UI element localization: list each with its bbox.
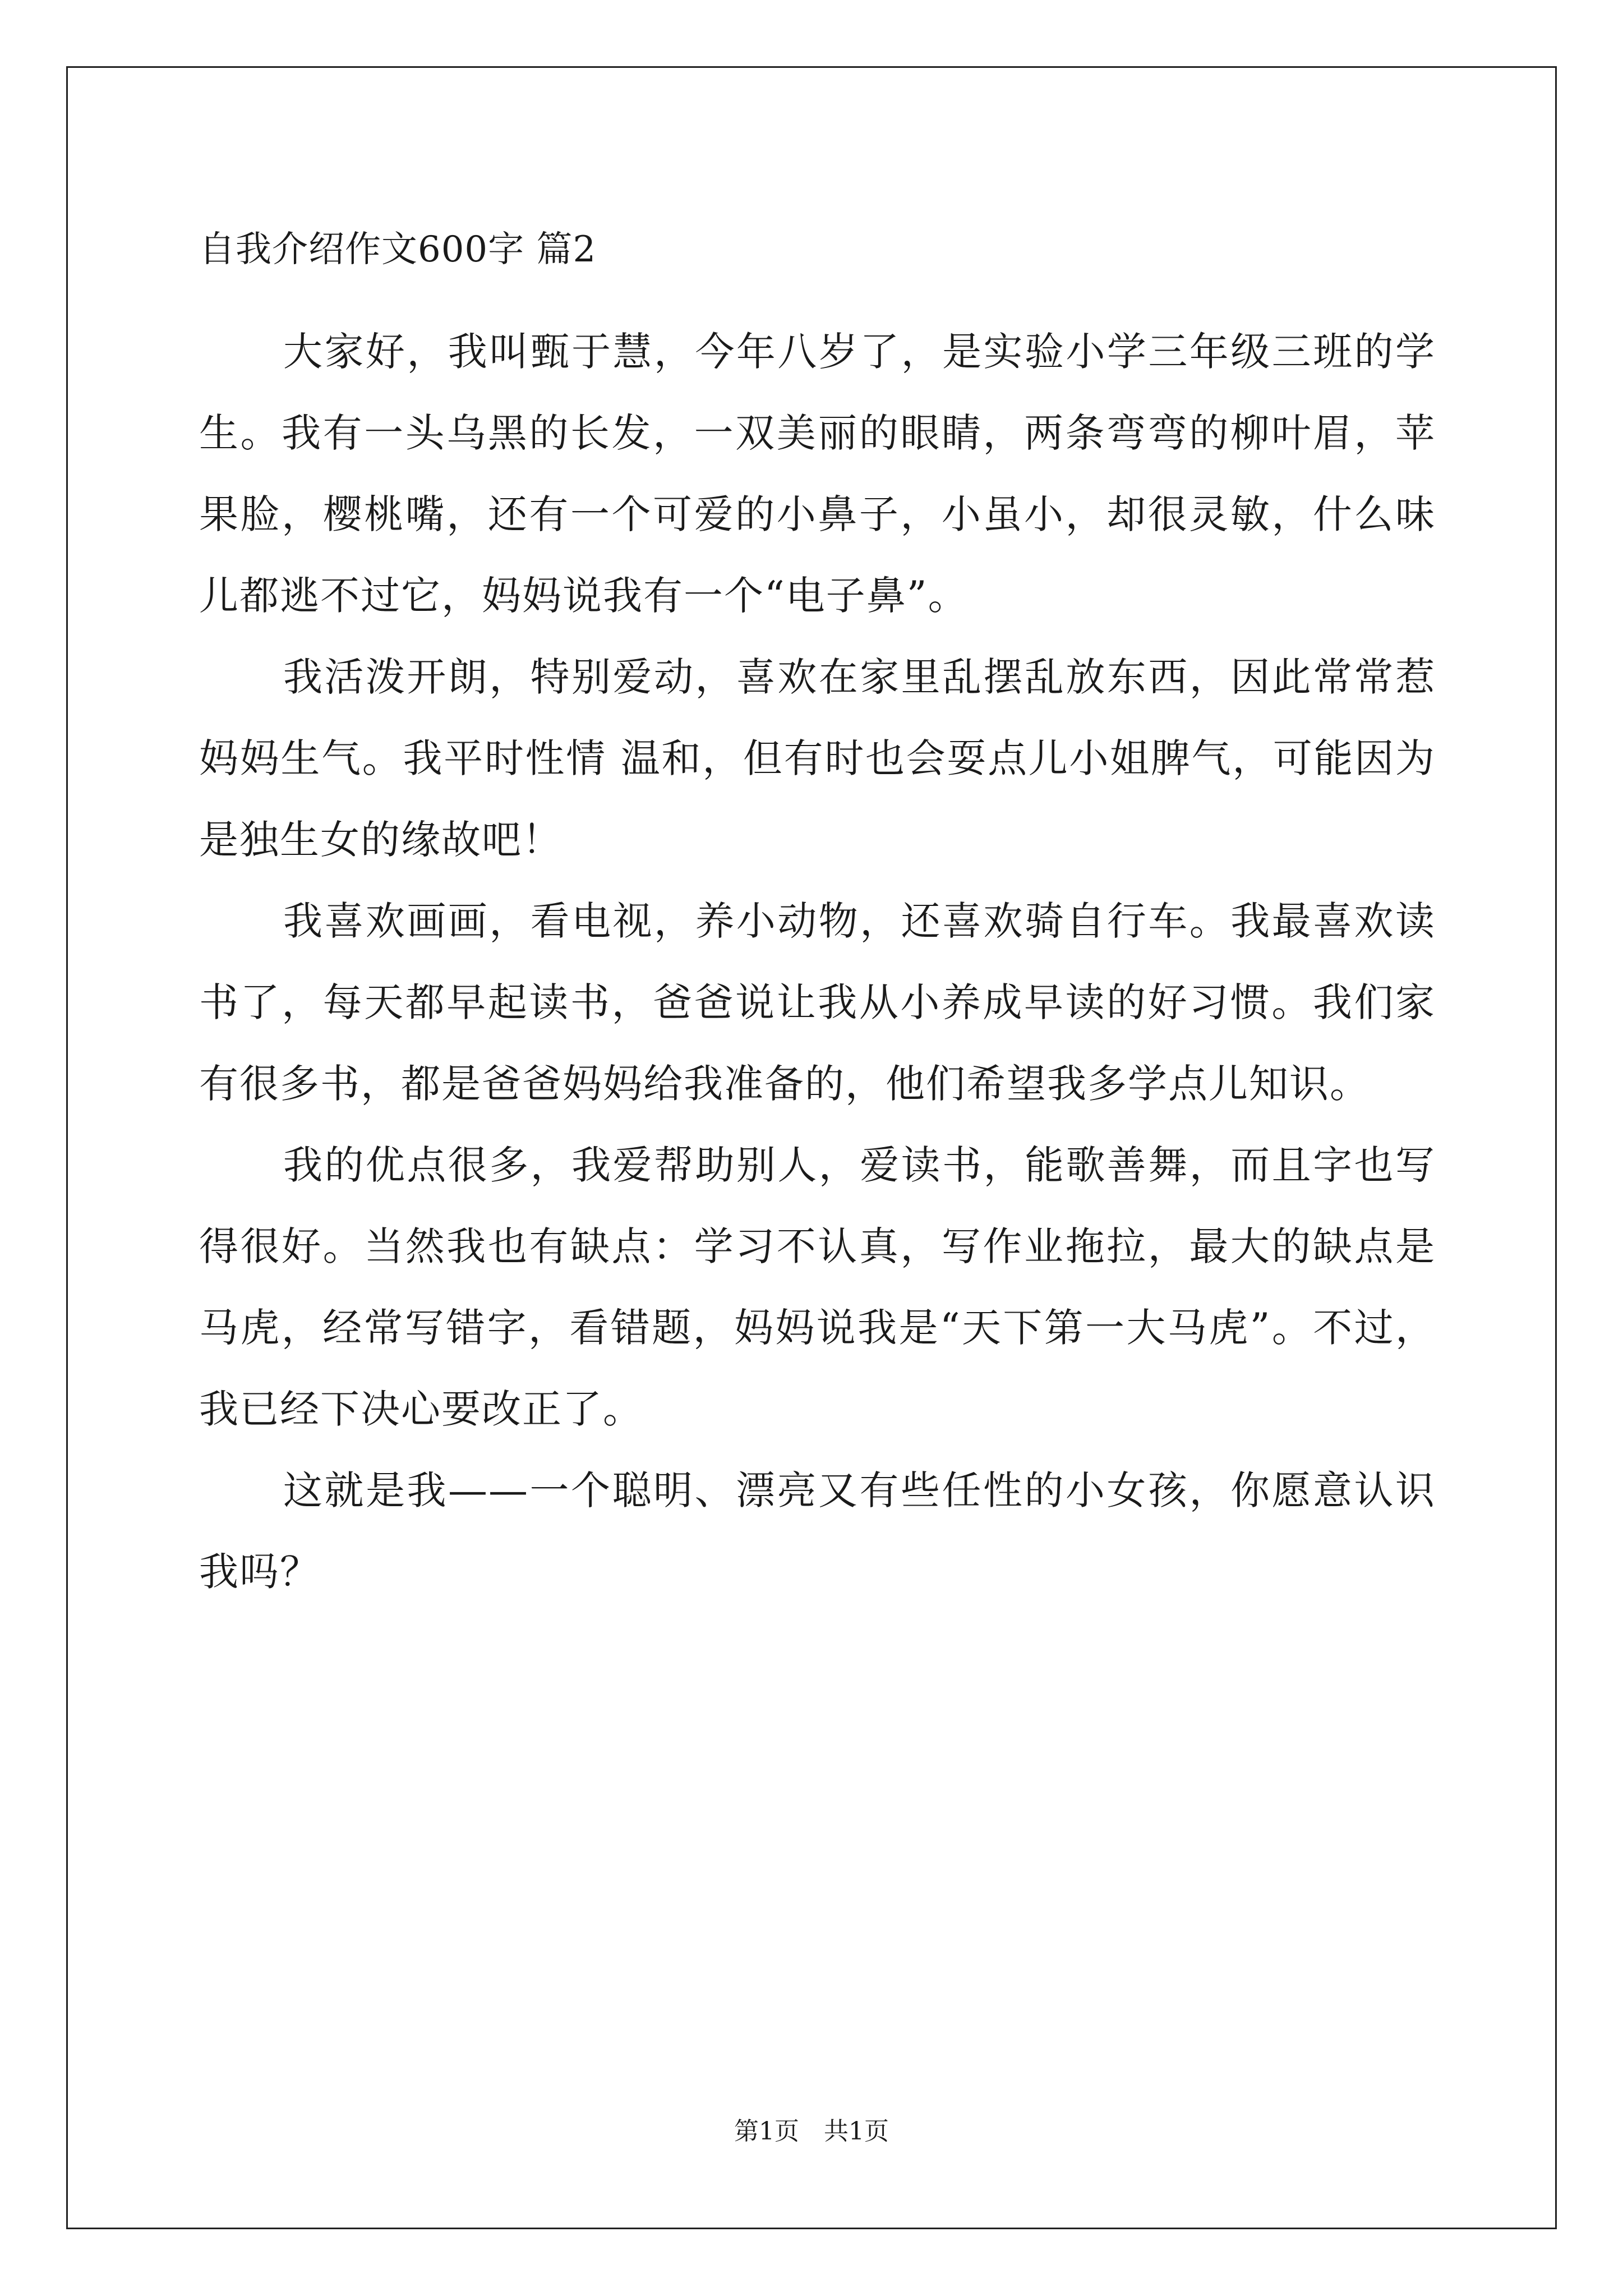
paragraph-2: 我活泼开朗，特别爱动，喜欢在家里乱摆乱放东西，因此常常惹妈妈生气。我平时性情 温和，但有时也会耍点儿小姐脾气，可能因为是独生女的缘故吧！ — [199, 654, 1436, 863]
document-body — [199, 222, 1436, 1613]
page-footer: 第1页 共1页 — [734, 2117, 889, 2146]
paragraph-4: 我的优点很多，我爱帮助别人，爱读书，能歌善舞，而且字也写得很好。当然我也有缺点：学习不认真，写作业拖拉，最大的缺点是马虎，经常写错字，看错题，妈妈说我是“天下第一大马虎”。不过，我已经下决心要改正了。 — [199, 1142, 1436, 1432]
paragraph-1: 大家好，我叫甄于慧，今年八岁了，是实验小学三年级三班的学生。我有一头乌黑的长发，一双美丽的眼睛，两条弯弯的柳叶眉，苹果脸，樱桃嘴，还有一个可爱的小鼻子，小虽小，却很灵敏，什么味儿都逃不过它，妈妈说我有一个“电子鼻”。 — [199, 329, 1436, 619]
document-title: 自我介绍作文600字 篇2 — [199, 229, 597, 270]
paragraph-3: 我喜欢画画，看电视，养小动物，还喜欢骑自行车。我最喜欢读书了，每天都早起读书，爸爸说让我从小养成早读的好习惯。我们家有很多书，都是爸爸妈妈给我准备的，他们希望我多学点儿知识。 — [199, 898, 1436, 1107]
paragraph-5: 这就是我——一个聪明、漂亮又有些任性的小女孩，你愿意认识我吗？ — [199, 1467, 1436, 1595]
